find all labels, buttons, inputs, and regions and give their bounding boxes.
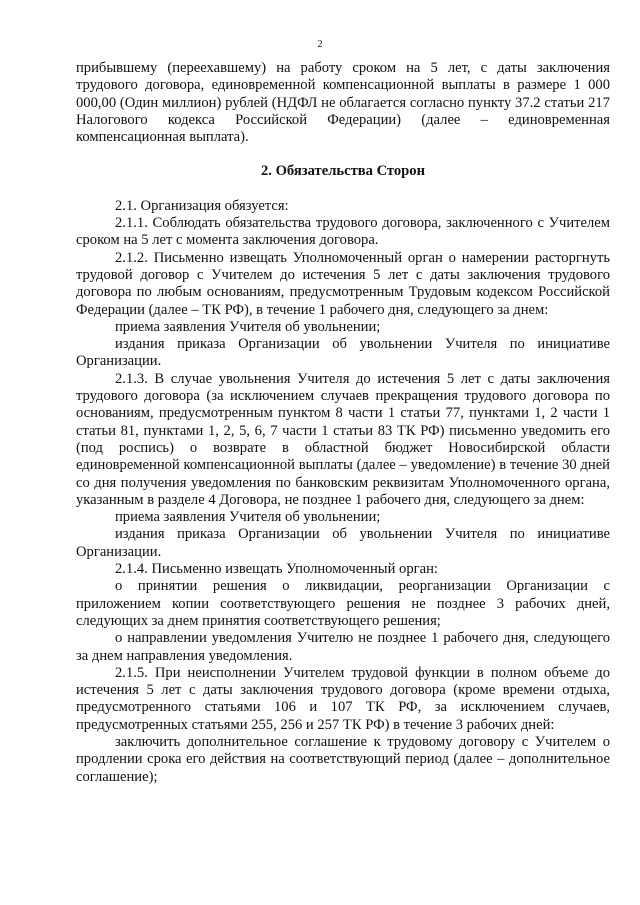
paragraph: 2.1.3. В случае увольнения Учителя до истечения 5 лет с даты заключения трудового договора (за исключением случаев прекращения трудового договора по основаниям, предусмотренным пунктом 8 части 1 статьи 77, пунктами 1, 2 части 1 статьи 81, пунктами 1, 2, 5, 6, 7 части 1 статьи 83 ТК РФ) письменно уведомить его (под роспись) о возврате в областной бюджет Новосибирской области единовременной компенсационной выплаты (далее – уведомление) в течение 30 дней со дня получения уведомления по банковским реквизитам Уполномоченного органа, указанным в разделе 4 Договора, не позднее 1 рабочего дня, следующего за днем:	[76, 370, 610, 508]
section-heading: 2. Обязательства Сторон	[260, 163, 426, 180]
paragraph: 2.1.4. Письменно извещать Уполномоченный орган:	[115, 561, 438, 578]
paragraph: о направлении уведомления Учителю не позднее 1 рабочего дня, следующего за днем направления уведомления.	[76, 630, 610, 664]
paragraph: приема заявления Учителя об увольнении;	[115, 509, 381, 526]
paragraph: заключить дополнительное соглашение к трудовому договору с Учителем о продлении срока его действия на соответствующий период (далее – дополнительное соглашение);	[76, 733, 610, 785]
paragraph: 2.1.5. При неисполнении Учителем трудовой функции в полном объеме до истечения 5 лет с даты заключения трудового договора (кроме времени отдыха, предусмотренного статьями 106 и 107 ТК РФ, за исключением случаев, предусмотренных статьями 255, 256 и 257 ТК РФ) в течение 3 рабочих дней:	[76, 664, 610, 733]
paragraph: приема заявления Учителя об увольнении;	[115, 318, 381, 335]
paragraph: издания приказа Организации об увольнении Учителя по инициативе Организации.	[76, 526, 610, 560]
paragraph: 2.1.1. Соблюдать обязательства трудового договора, заключенного с Учителем сроком на 5 лет с момента заключения договора.	[76, 215, 610, 249]
paragraph: издания приказа Организации об увольнении Учителя по инициативе Организации.	[76, 336, 610, 370]
page-number: 2	[317, 39, 323, 50]
paragraph: прибывшему (переехавшему) на работу сроком на 5 лет, с даты заключения трудового договора, единовременной компенсационной выплаты в размере 1 000 000,00 (Один миллион) рублей (НДФЛ не облагается согласно пункту 37.2 статьи 217 Налогового кодекса Российской Федерации) (далее – единовременная компенсационная выплата).	[76, 60, 610, 146]
document-body	[76, 60, 610, 786]
paragraph: о принятии решения о ликвидации, реорганизации Организации с приложением копии соответствующего решения не позднее 3 рабочих дней, следующих за днем принятия соответствующего решения;	[76, 578, 610, 629]
paragraph: 2.1.2. Письменно извещать Уполномоченный орган о намерении расторгнуть трудовой договор с Учителем до истечения 5 лет с даты заключения трудового договора по любым основаниям, предусмотренным Трудовым кодексом Российской Федерации (далее – ТК РФ), в течение 1 рабочего дня, следующего за днем:	[76, 249, 610, 318]
paragraph: 2.1. Организация обязуется:	[115, 197, 289, 214]
